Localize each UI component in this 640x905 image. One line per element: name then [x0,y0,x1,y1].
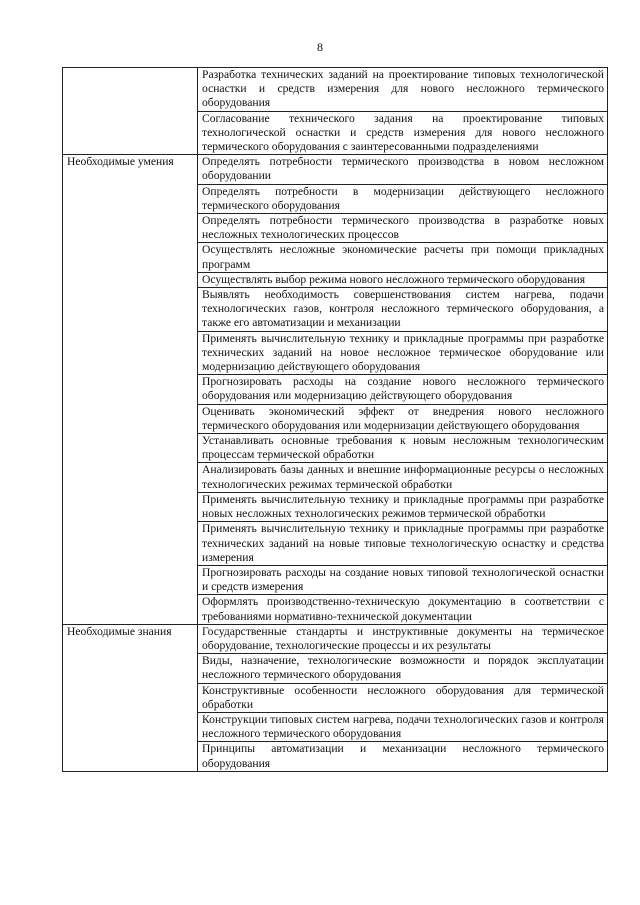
requirement-item: Принципы автоматизации и механизации несложного термического оборудования [198,742,608,771]
page-number: 8 [317,40,323,54]
requirement-item: Оценивать экономический эффект от внедрения нового несложного термического оборудования или модернизации действующего оборудования [198,404,608,433]
requirement-item: Разработка технических заданий на проектирование типовых технологической оснастки и средств измерения для нового несложного термического оборудования [198,68,608,112]
requirement-item: Конструкции типовых систем нагрева, подачи технологических газов и контроля несложного термического оборудования [198,712,608,741]
requirement-item: Применять вычислительную технику и прикладные программы при разработке новых несложных технологических режимов термической обработки [198,492,608,521]
requirement-item: Определять потребности в модернизации действующего несложного термического оборудования [198,184,608,213]
section-label: Необходимые умения [63,155,198,625]
requirement-item: Виды, назначение, технологические возможности и порядок эксплуатации несложного термического оборудования [198,654,608,683]
requirement-item: Государственные стандарты и инструктивные документы на термическое оборудование, технологические процессы и их результаты [198,624,608,653]
table-row [63,68,608,112]
requirements-table [62,67,608,772]
requirement-item: Применять вычислительную технику и прикладные программы при разработке технических заданий на новое несложное термическое оборудование или модернизацию действующего оборудования [198,331,608,375]
requirement-item: Устанавливать основные требования к новым несложным технологическим процессам термической обработки [198,434,608,463]
section-label: Необходимые знания [63,624,198,771]
requirement-item: Выявлять необходимость совершенствования систем нагрева, подачи технологических газов, контроля несложного термического оборудования, а также его автоматизации и механизации [198,288,608,332]
section-label [63,68,198,155]
requirement-item: Прогнозировать расходы на создание новых типовой технологической оснастки и средств измерения [198,565,608,594]
requirement-item: Согласование технического задания на проектирование типовых технологической оснастки и средств измерения для нового несложного термического оборудования с заинтересованными подразделениями [198,111,608,155]
requirement-item: Осуществлять выбор режима нового несложного термического оборудования [198,272,608,287]
requirement-item: Оформлять производственно-техническую документацию в соответствии с требованиями нормативно-технической документации [198,595,608,624]
requirement-item: Осуществлять несложные экономические расчеты при помощи прикладных программ [198,243,608,272]
requirement-item: Определять потребности термического производства в разработке новых несложных технологических процессов [198,214,608,243]
requirement-item: Определять потребности термического производства в новом несложном оборудовании [198,155,608,184]
table-row [63,155,608,184]
table-row [63,624,608,653]
requirement-item: Анализировать базы данных и внешние информационные ресурсы о несложных технологических режимах термической обработки [198,463,608,492]
requirement-item: Конструктивные особенности несложного оборудования для термической обработки [198,683,608,712]
requirement-item: Прогнозировать расходы на создание нового несложного термического оборудования или модернизацию действующего оборудования [198,375,608,404]
requirement-item: Применять вычислительную технику и прикладные программы при разработке технических заданий на новые типовые технологическую оснастку и средства измерения [198,522,608,566]
requirements-table-body [63,68,608,772]
